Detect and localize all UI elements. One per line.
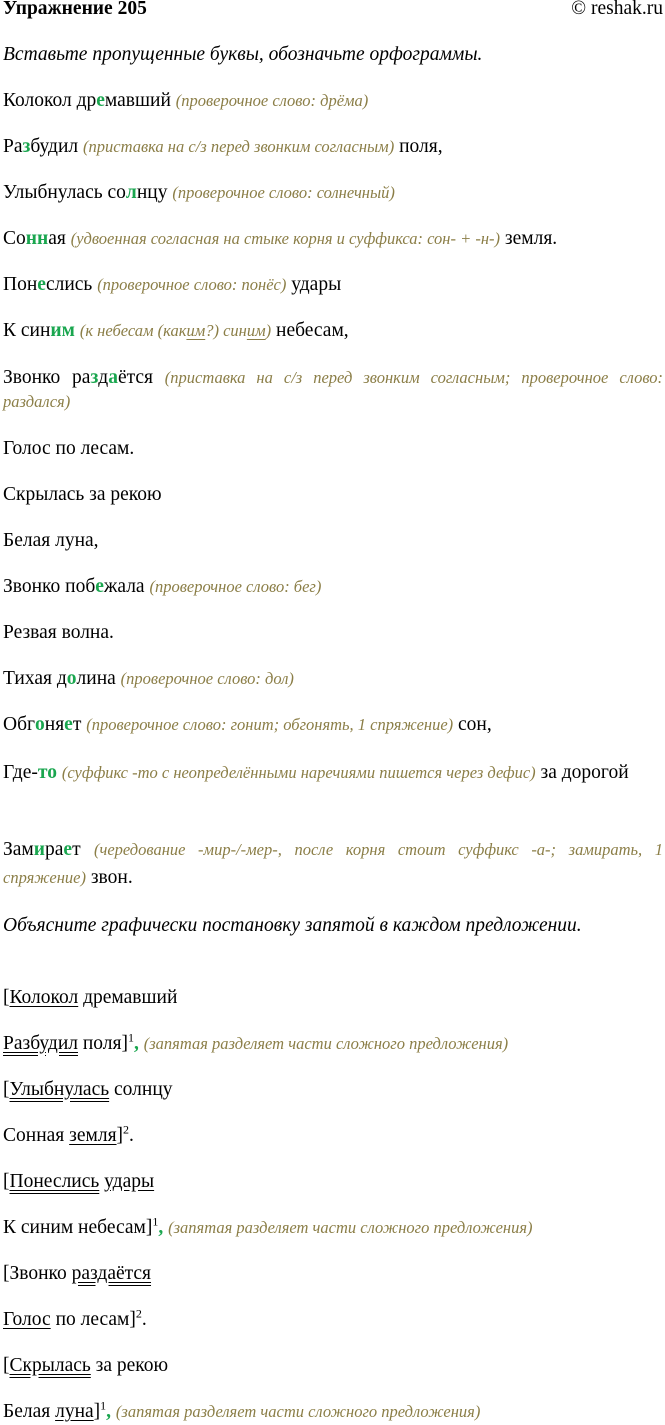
sentence-line: Голос по лесам]$^2$. (3, 1306, 147, 1330)
text-line: Колокол дремавший (проверочное слово: дрёма) (3, 90, 369, 111)
inserted-letter: е (63, 839, 73, 860)
text-line: Резвая волна. (3, 622, 114, 643)
spelling-note: (удвоенная согласная на стыке корня и суффикса: сон- + -н-) (70, 229, 501, 248)
sentence-line: [Понеслись удары (3, 1171, 155, 1192)
spelling-note: (проверочное слово: солнечный) (172, 183, 395, 202)
sentence-line: [Улыбнулась солнцу (3, 1079, 173, 1100)
text-line: Тихая долина (проверочное слово: дол) (3, 668, 294, 689)
inserted-letter: з (90, 367, 99, 388)
subject: земля (69, 1125, 117, 1146)
inserted-letter: и (33, 839, 46, 860)
subject: Колокол (9, 987, 79, 1008)
text-line: Понеслись (проверочное слово: понёс) удары (3, 274, 342, 295)
inserted-letter: то (37, 762, 57, 783)
inserted-letter: е (95, 576, 104, 597)
comma-note: (запятая разделяет части сложного предложения) (143, 1034, 509, 1053)
spelling-note: (чередование -мир-/-мер-, после корня стоит суффикс -а-; замирать, 1 спряжение) (3, 840, 663, 887)
exercise-title: Упражнение 205 (3, 0, 147, 19)
comma-mark: , (134, 1033, 139, 1054)
predicate: Понеслись (9, 1171, 100, 1192)
comma-note: (запятая разделяет части сложного предложения) (168, 1218, 533, 1237)
task-instruction: Вставьте пропущенные буквы, обозначьте орфограммы. (3, 44, 483, 65)
inserted-letter: е (37, 274, 46, 295)
subject: удары (104, 1171, 155, 1192)
text-line: Замирает (чередование -мир-/-мер-, после корня стоит суффикс -а-; замирать, 1 спряжение) звон. (3, 839, 663, 888)
sentence-line: Разбудил поля]$^1$, (запятая разделяет части сложного предложения) (3, 1030, 509, 1054)
spelling-note: (приставка на с/з перед звонким согласным; проверочное слово: раздался) (3, 368, 664, 411)
site-credit: © reshak.ru (571, 0, 663, 19)
inserted-letter: им (50, 320, 75, 341)
inserted-letter: е (64, 714, 73, 735)
sentence-line: [Звонко раздаётся (3, 1263, 152, 1284)
text-line: Звонко раздаётся (приставка на с/з перед звонким согласным; проверочное слово: раздался) (3, 367, 664, 411)
inserted-letter: о (66, 668, 77, 689)
spelling-note: (проверочное слово: дрёма) (175, 91, 369, 110)
inserted-letter: о (35, 714, 45, 735)
comma-note: (запятая разделяет части сложного предложения) (115, 1402, 481, 1421)
predicate: Скрылась (9, 1355, 91, 1376)
inserted-letter: е (96, 90, 105, 111)
text-line: Разбудил (приставка на с/з перед звонким согласным) поля, (3, 136, 443, 157)
task-instruction: Объясните графически постановку запятой в каждом предложении. (3, 915, 582, 936)
inserted-letter: л (125, 182, 137, 203)
text-line: Обгоняет (проверочное слово: гонит; обгонять, 1 спряжение) сон, (3, 714, 492, 735)
spelling-note: (проверочное слово: дол) (120, 669, 294, 688)
text-line: Звонко побежала (проверочное слово: бег) (3, 576, 322, 597)
predicate: раздаётся (71, 1263, 152, 1284)
text-line: Белая луна, (3, 530, 99, 551)
subject: луна (55, 1401, 94, 1422)
spelling-note: (проверочное слово: понёс) (97, 275, 287, 294)
sentence-line: [Скрылась за рекою (3, 1355, 169, 1376)
inserted-letter: з (22, 136, 31, 157)
inserted-letter: а (108, 367, 118, 388)
spelling-note: (проверочное слово: гонит; обгонять, 1 спряжение) (86, 715, 454, 734)
sentence-line: [Колокол дремавший (3, 987, 178, 1008)
sentence-line: К синим небесам]$^1$, (запятая разделяет части сложного предложения) (3, 1214, 533, 1238)
spelling-note: (к небесам (каким?) синим) (79, 321, 272, 340)
predicate: Разбудил (3, 1033, 78, 1054)
text-line: Сонная (удвоенная согласная на стыке корня и суффикса: сон- + -н-) земля. (3, 228, 558, 249)
spelling-note: (суффикс -то с неопределёнными наречиями пишется через дефис) (61, 763, 536, 782)
inserted-letter: нн (25, 228, 49, 249)
spelling-note: (проверочное слово: бег) (149, 577, 322, 596)
subject: Голос (3, 1309, 51, 1330)
text-line: К синим (к небесам (каким?) синим) небесам, (3, 320, 349, 341)
predicate: Улыбнулась (9, 1079, 110, 1100)
sentence-line: Белая луна]$^1$, (запятая разделяет части сложного предложения) (3, 1398, 481, 1422)
sentence-line: Сонная земля]$^2$. (3, 1122, 134, 1146)
spelling-note: (приставка на с/з перед звонким согласным) (83, 137, 395, 156)
page-header (3, 0, 663, 20)
text-line: Улыбнулась солнцу (проверочное слово: солнечный) (3, 182, 395, 203)
comma-mark: , (106, 1401, 112, 1422)
comma-mark: , (158, 1217, 164, 1238)
text-line: Голос по лесам. (3, 438, 135, 459)
text-line: Где-то (суффикс -то с неопределёнными наречиями пишется через дефис) за дорогой (3, 762, 629, 783)
text-line: Скрылась за рекою (3, 484, 162, 505)
